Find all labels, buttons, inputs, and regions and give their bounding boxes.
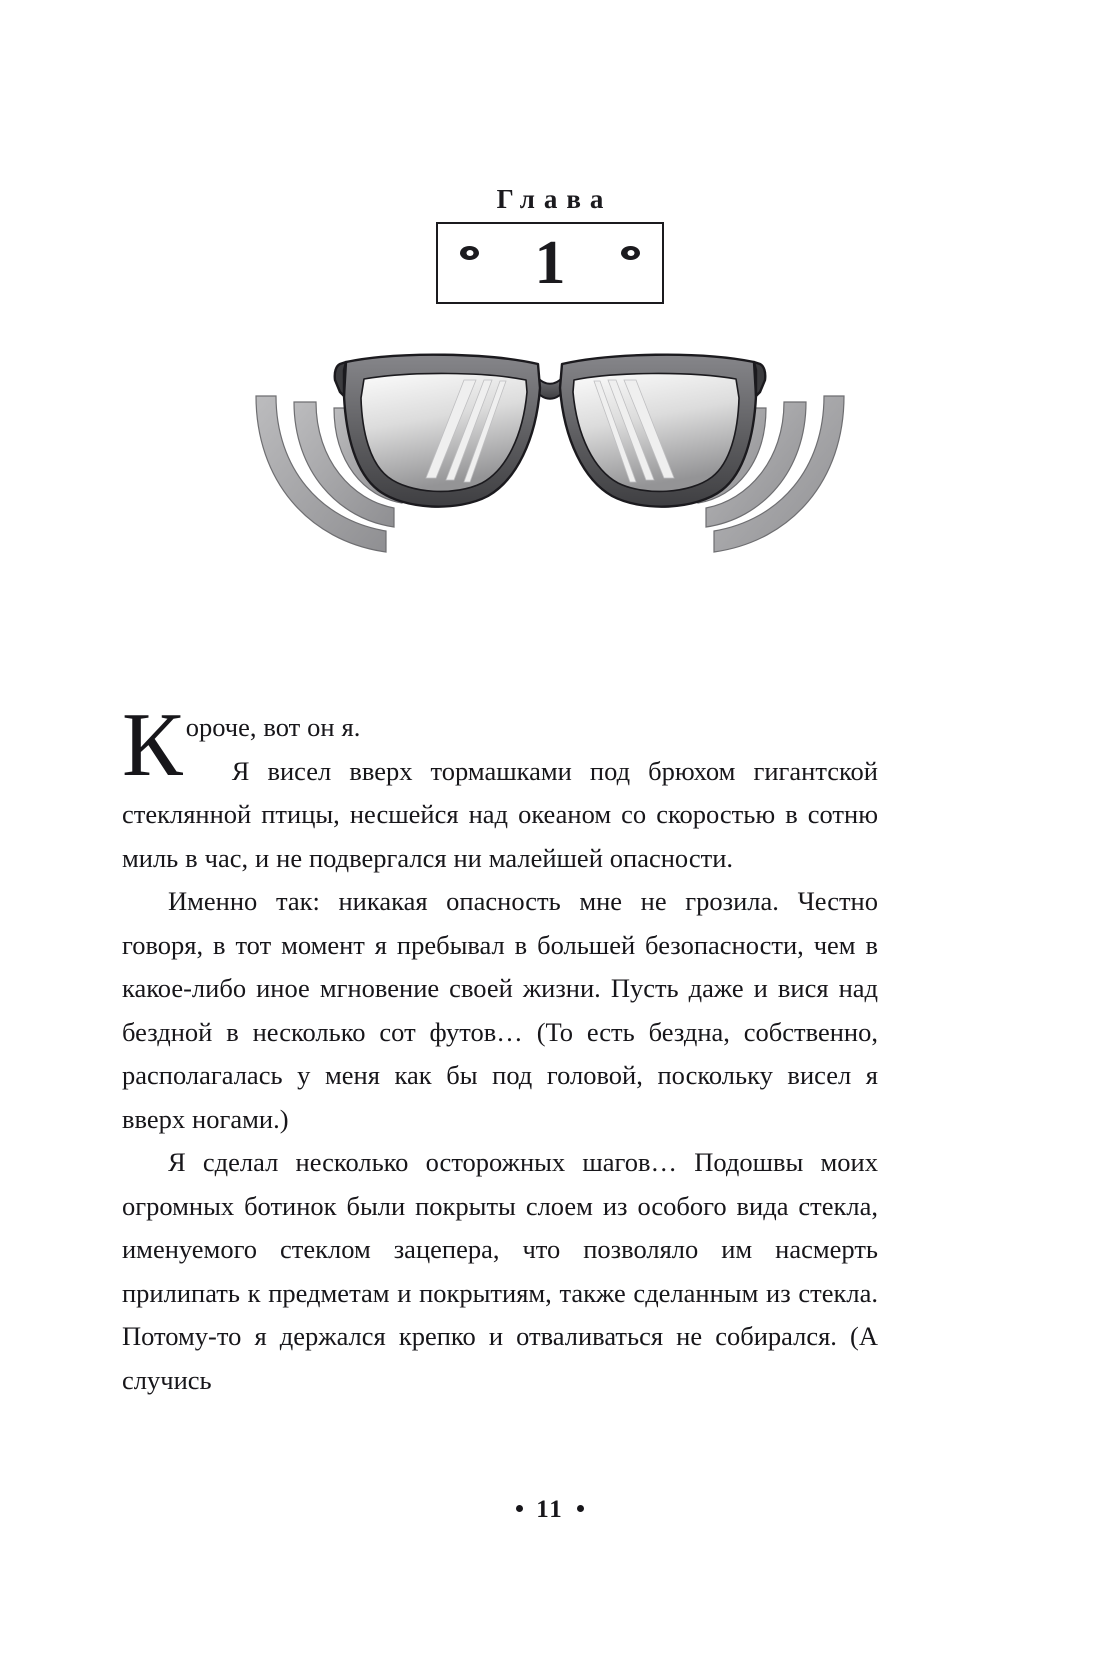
paragraph-1-first-line: ороче, вот он я.	[185, 712, 361, 742]
chapter-heading	[0, 186, 1100, 304]
paragraph-1-body: Я висел вверх тормашками под брюхом гигантской стеклянной птицы, несшейся над океаном со скоростью в сотню миль в час, и не подвергался ни малейшей опасности.	[122, 755, 878, 873]
page-footer	[0, 1496, 1100, 1524]
paragraph-1	[122, 694, 878, 880]
drop-cap: К	[122, 694, 183, 795]
folio-dot-right-icon	[577, 1505, 584, 1512]
paragraph-2: Именно так: никакая опасность мне не грозила. Честно говоря, в тот момент я пребывал в большей безопасности, чем в какое-либо иное мгновение своей жизни. Пусть даже и вися над бездной в несколько сот футов… (То есть бездна, собственно, располагалась у меня как бы под головой, поскольку висел я вверх ногами.)	[122, 886, 878, 1134]
chapter-label: Глава	[496, 184, 613, 214]
folio-dot-left-icon	[516, 1505, 523, 1512]
body-text	[122, 694, 878, 1402]
chapter-number-box	[436, 222, 664, 304]
paragraph-3: Я сделал несколько осторожных шагов… Подошвы моих огромных ботинок были покрыты слоем из особого вида стекла, именуемого стеклом зацепера, что позволяло им насмерть прилипать к предметам и покрытиям, также сделанным из стекла. Потому-то я держался крепко и отваливаться не собирался. (А случись	[122, 1147, 878, 1395]
sunglasses-illustration	[250, 330, 850, 570]
chapter-number: 1	[534, 229, 566, 297]
page-number: 11	[536, 1496, 564, 1523]
